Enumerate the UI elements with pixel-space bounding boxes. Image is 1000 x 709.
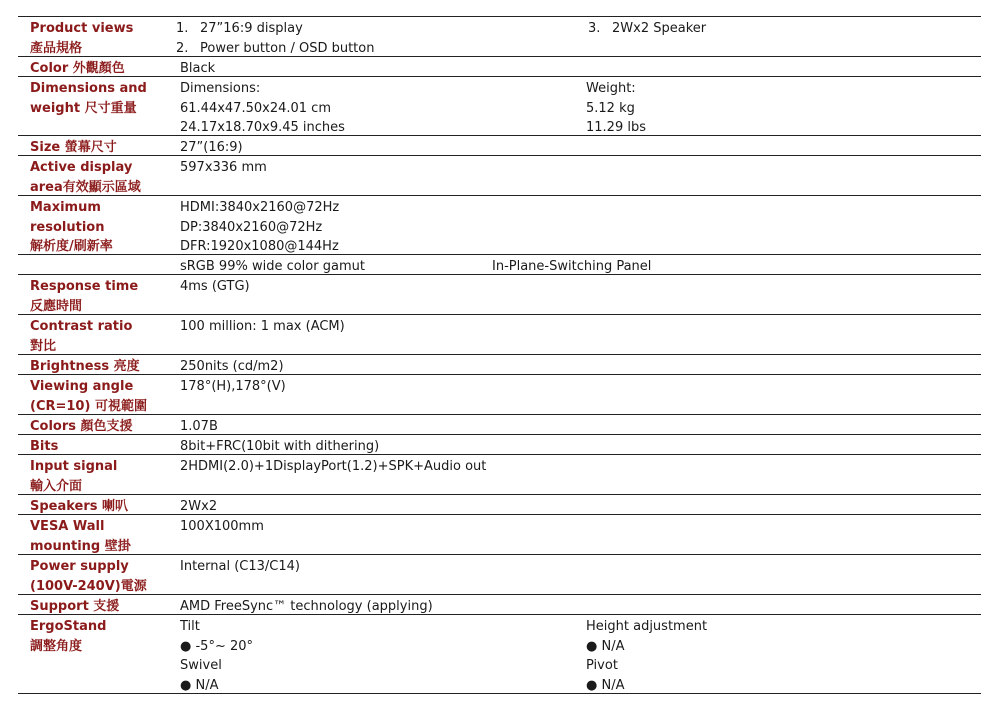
spec-value-line: 100X100mm (180, 519, 264, 534)
spec-label (30, 517, 178, 556)
spec-label (30, 597, 178, 617)
spec-label-line: 對比 (30, 338, 57, 354)
spec-label (30, 617, 178, 656)
spec-value (180, 597, 433, 617)
spec-value (180, 198, 339, 257)
spec-label-line: (CR=10) 可視範圍 (30, 398, 147, 414)
spec-row-colors (18, 415, 981, 435)
spec-value-line: Weight: (586, 81, 636, 96)
spec-label-line: mounting 壁掛 (30, 538, 131, 554)
spec-value-line: ● N/A (586, 677, 625, 693)
spec-label-line: 反應時間 (30, 298, 83, 314)
spec-row-product-views (18, 17, 981, 57)
list-item (582, 19, 706, 39)
spec-label (30, 417, 178, 437)
spec-label-line: Response time (30, 279, 139, 294)
spec-value-line: Tilt (180, 619, 200, 634)
spec-row-contrast-ratio (18, 315, 981, 355)
spec-value (180, 357, 284, 377)
spec-row-color (18, 57, 981, 77)
spec-label-line: resolution (30, 219, 105, 235)
spec-label-line: 輸入介面 (30, 478, 83, 494)
spec-row-brightness (18, 355, 981, 375)
spec-value-line: 597x336 mm (180, 160, 267, 175)
spec-label (30, 457, 178, 496)
spec-value-line: ● N/A (180, 677, 219, 693)
spec-label (30, 357, 178, 377)
list-number: 3. (588, 21, 601, 36)
spec-value (180, 377, 286, 397)
spec-label (30, 277, 178, 316)
spec-value-line: Height adjustment (586, 619, 708, 634)
spec-value (180, 417, 218, 437)
spec-label (30, 59, 178, 79)
spec-row-panel (18, 255, 981, 275)
spec-label-line: Dimensions and (30, 81, 147, 96)
spec-label-line: Colors 顏色支援 (30, 419, 133, 434)
spec-value-line: 4ms (GTG) (180, 279, 250, 294)
spec-label (30, 198, 178, 257)
spec-value-line: 2HDMI(2.0)+1DisplayPort(1.2)+SPK+Audio out (180, 459, 487, 474)
spec-label (30, 377, 178, 416)
spec-value-line: 8bit+FRC(10bit with dithering) (180, 439, 380, 454)
spec-label-line: Color 外觀顏色 (30, 61, 125, 76)
spec-table (18, 16, 981, 694)
spec-value-line: 27”(16:9) (180, 140, 243, 155)
spec-value-line: Black (180, 61, 216, 76)
spec-row-power-supply (18, 555, 981, 595)
spec-value-line: ● N/A (586, 638, 625, 654)
spec-value (180, 257, 365, 277)
spec-label-line: area有效顯示區域 (30, 179, 141, 195)
spec-row-ergostand (18, 615, 981, 694)
spec-value-line: Swivel (180, 658, 222, 673)
spec-value-line: Dimensions: (180, 81, 261, 96)
spec-label-line: Support 支援 (30, 599, 120, 614)
spec-value-line: DP:3840x2160@72Hz (180, 219, 323, 235)
spec-label (30, 158, 178, 197)
list-number: 2. (176, 40, 189, 56)
spec-label-line: Active display (30, 160, 133, 175)
spec-value (492, 257, 651, 277)
spec-row-active-display-area (18, 156, 981, 196)
spec-label-line: Viewing angle (30, 379, 134, 394)
spec-label-line: weight 尺寸重量 (30, 100, 137, 116)
spec-label-line: 產品規格 (30, 40, 83, 56)
spec-label-line: Contrast ratio (30, 319, 133, 334)
spec-label-line: 解析度/刷新率 (30, 239, 113, 254)
spec-row-size (18, 136, 981, 156)
spec-value (180, 158, 267, 178)
list-text: 27”16:9 display (200, 21, 303, 36)
spec-value (180, 317, 345, 337)
spec-value-list (582, 19, 706, 39)
spec-value (180, 557, 300, 577)
spec-label-line: Brightness 亮度 (30, 359, 140, 374)
spec-value-line: 178°(H),178°(V) (180, 379, 286, 394)
list-text: Power button / OSD button (200, 40, 375, 56)
spec-label (30, 497, 178, 517)
list-text: 2Wx2 Speaker (612, 21, 707, 36)
spec-value (180, 457, 486, 477)
spec-value (586, 79, 646, 138)
spec-label (30, 19, 178, 58)
spec-value-line: 250nits (cd/m2) (180, 359, 284, 374)
spec-row-viewing-angle (18, 375, 981, 415)
spec-value-line: DFR:1920x1080@144Hz (180, 239, 339, 254)
spec-label-line: Bits (30, 439, 59, 454)
spec-row-speakers (18, 495, 981, 515)
spec-row-bits (18, 435, 981, 455)
list-number: 1. (176, 21, 189, 36)
spec-value (180, 138, 243, 158)
spec-label-line: (100V-240V)電源 (30, 578, 147, 594)
spec-label-line: VESA Wall (30, 519, 105, 534)
spec-value-line: Pivot (586, 658, 618, 673)
spec-value (180, 277, 250, 297)
spec-value-line: AMD FreeSync™ technology (applying) (180, 599, 433, 614)
spec-label-line: Speakers 喇叭 (30, 499, 129, 514)
spec-value-line: 1.07B (180, 419, 218, 434)
spec-row-vesa-wall-mounting (18, 515, 981, 555)
spec-label-line: Maximum (30, 200, 101, 215)
spec-value (180, 517, 264, 537)
spec-label (30, 138, 178, 158)
spec-row-response-time (18, 275, 981, 315)
spec-label-line: Power supply (30, 559, 129, 574)
spec-value-line: 100 million: 1 max (ACM) (180, 319, 345, 334)
spec-label (30, 557, 178, 596)
spec-label (30, 317, 178, 356)
list-item (170, 19, 374, 39)
spec-value-line: sRGB 99% wide color gamut (180, 259, 365, 274)
spec-value (180, 59, 215, 79)
spec-value-line: ● -5°~ 20° (180, 638, 254, 654)
spec-value-line: 5.12 kg (586, 100, 635, 116)
spec-value-line: 61.44x47.50x24.01 cm (180, 100, 331, 116)
spec-value-line: 2Wx2 (180, 499, 218, 514)
spec-value-line: In-Plane-Switching Panel (492, 259, 652, 274)
spec-value-line: 11.29 lbs (586, 120, 646, 135)
spec-value (180, 79, 345, 138)
spec-label-line: ErgoStand (30, 619, 107, 634)
spec-label-line: Input signal (30, 459, 118, 474)
spec-value-line: HDMI:3840x2160@72Hz (180, 200, 340, 215)
spec-label-line: Size 螢幕尺寸 (30, 140, 117, 155)
spec-row-maximum-resolution (18, 196, 981, 255)
spec-label-line: Product views (30, 21, 134, 36)
spec-value (180, 437, 379, 457)
spec-value-list (170, 19, 374, 58)
spec-value-line: Internal (C13/C14) (180, 559, 300, 574)
spec-label-line: 調整角度 (30, 638, 83, 654)
spec-value (586, 617, 707, 695)
list-item (170, 39, 374, 59)
spec-row-support (18, 595, 981, 615)
spec-row-input-signal (18, 455, 981, 495)
spec-row-dimensions-weight (18, 77, 981, 136)
spec-value (180, 617, 253, 695)
spec-value (180, 497, 217, 517)
spec-label (30, 437, 178, 457)
spec-label (30, 79, 178, 118)
spec-value-line: 24.17x18.70x9.45 inches (180, 120, 345, 135)
